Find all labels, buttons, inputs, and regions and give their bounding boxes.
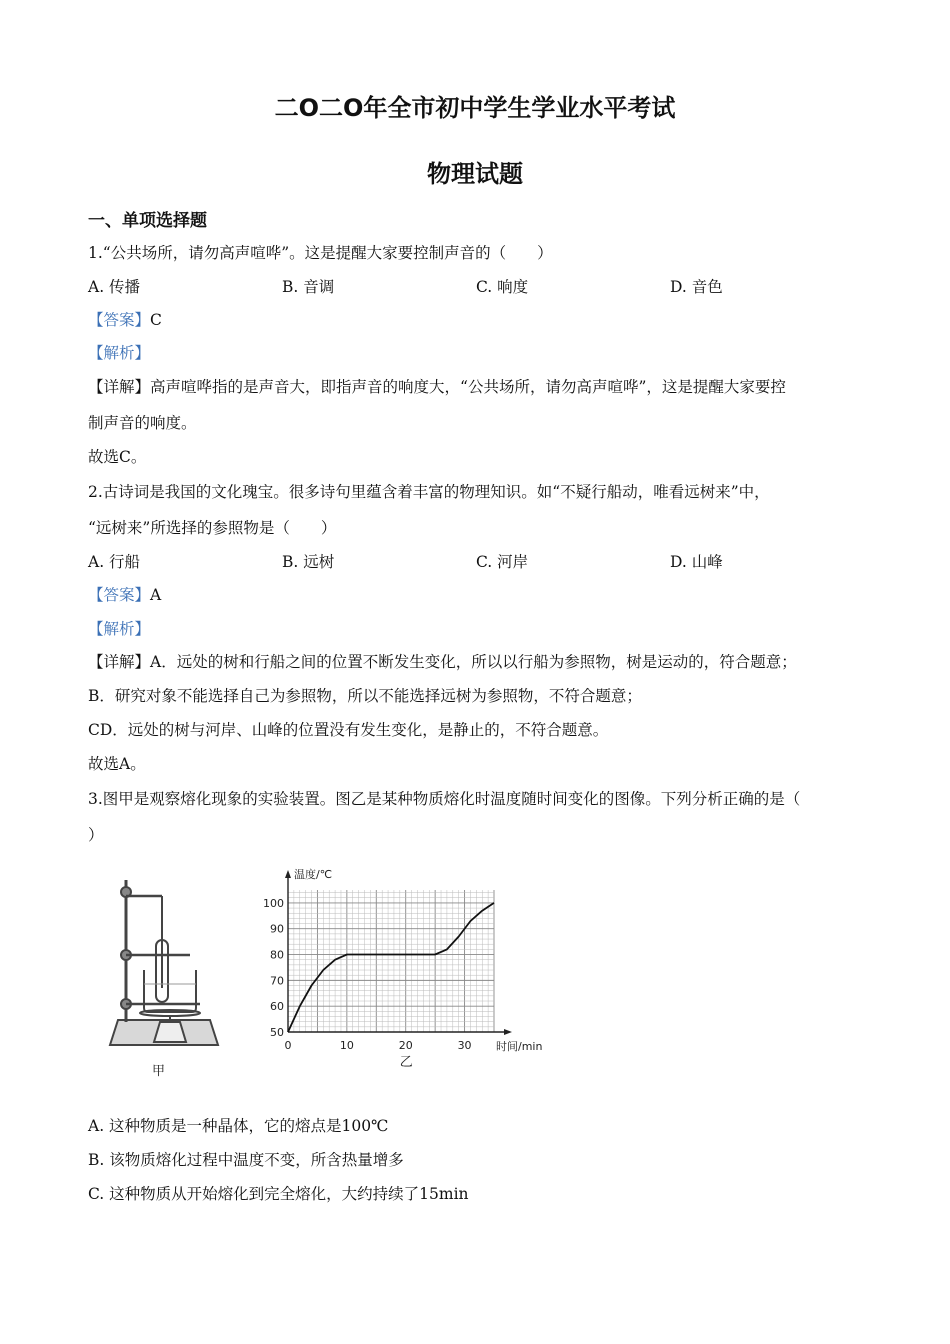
q2-detail-line-2: B．研究对象不能选择自己为参照物，所以不能选择远树为参照物，不符合题意； — [88, 687, 642, 705]
q3-stem-line-1: 3.图甲是观察熔化现象的实验装置。图乙是某种物质熔化时温度随时间变化的图像。下列分析正确的是（ — [88, 790, 801, 808]
y-tick-label: 60 — [270, 1000, 284, 1014]
section-heading: 一、单项选择题 — [88, 211, 207, 231]
fig-a-label: 甲 — [152, 1064, 166, 1079]
y-axis-arrow — [285, 870, 291, 878]
series-line — [288, 903, 494, 1032]
x-tick-label: 20 — [398, 1039, 413, 1052]
q1-option-a: A. 传播 — [88, 278, 141, 296]
x-axis-arrow — [504, 1029, 512, 1035]
q1-option-d: D. 音色 — [670, 278, 723, 296]
q2-conclusion: 故选A。 — [88, 755, 146, 773]
q2-detail-line-3: CD．远处的树与河岸、山峰的位置没有发生变化，是静止的，不符合题意。 — [88, 721, 609, 739]
fig-b-label: 乙 — [399, 1055, 413, 1070]
answer-tag: 【答案】 — [88, 586, 151, 604]
y-tick-label: 100 — [263, 896, 284, 910]
detail-tag: 【详解】 — [88, 653, 151, 671]
exam-subtitle: 物理试题 — [427, 160, 523, 188]
q1-option-b: B. 音调 — [282, 278, 335, 296]
q3-option-a: A. 这种物质是一种晶体，它的熔点是100℃ — [88, 1117, 389, 1135]
y-axis-label: 温度/℃ — [294, 868, 333, 881]
q3-option-c: C. 这种物质从开始熔化到完全熔化，大约持续了15min — [88, 1185, 469, 1203]
answer-value: C — [150, 311, 162, 329]
detail-text: A．远处的树和行船之间的位置不断发生变化，所以以行船为参照物，树是运动的，符合题意； — [150, 653, 797, 671]
q2-stem-line-2: “远树来”所选择的参照物是（ ） — [88, 519, 337, 537]
q2-detail-line-1 — [88, 650, 797, 672]
q2-answer — [88, 583, 161, 605]
q1-analysis-tag: 【解析】 — [88, 344, 151, 362]
alcohol-lamp — [154, 1022, 186, 1042]
q1-answer — [88, 308, 162, 330]
q2-analysis-tag: 【解析】 — [88, 620, 151, 638]
exam-title: 二O二O年全市初中学生学业水平考试 — [274, 94, 676, 122]
q3-stem-line-2: ） — [88, 826, 104, 844]
beaker — [144, 970, 196, 1012]
x-axis-label: 时间/min — [496, 1040, 543, 1053]
q1-conclusion: 故选C。 — [88, 448, 147, 466]
apparatus-figure — [100, 870, 225, 1082]
q3-option-b: B. 该物质熔化过程中温度不变，所含热量增多 — [88, 1151, 404, 1169]
answer-tag: 【答案】 — [88, 311, 151, 329]
q2-option-d: D. 山峰 — [670, 553, 723, 571]
q2-stem-line-1: 2.古诗词是我国的文化瑰宝。很多诗句里蕴含着丰富的物理知识。如“不疑行船动，唯看远树来”中， — [88, 483, 770, 501]
x-tick-label: 0 — [284, 1039, 292, 1052]
x-tick-label: 30 — [457, 1039, 472, 1052]
q1-option-c: C. 响度 — [476, 278, 529, 296]
detail-tag: 【详解】 — [88, 378, 151, 396]
q2-option-b: B. 远树 — [282, 553, 335, 571]
q1-detail-line-2: 制声音的响度。 — [88, 414, 197, 432]
detail-text: 高声喧哗指的是声音大，即指声音的响度大，“公共场所，请勿高声喧哗”，这是提醒大家要控 — [150, 378, 786, 396]
q1-detail-line-1 — [88, 375, 786, 397]
q2-option-c: C. 河岸 — [476, 553, 529, 571]
q1-stem: 1.“公共场所，请勿高声喧哗”。这是提醒大家要控制声音的（ ） — [88, 244, 553, 262]
melting-chart — [262, 860, 562, 1092]
q2-option-a: A. 行船 — [88, 553, 141, 571]
answer-value: A — [150, 586, 162, 604]
y-tick-label: 80 — [270, 948, 284, 962]
y-tick-label: 90 — [270, 922, 284, 936]
y-tick-label: 70 — [270, 974, 284, 988]
y-tick-label: 50 — [270, 1026, 284, 1039]
x-tick-label: 10 — [339, 1039, 354, 1052]
